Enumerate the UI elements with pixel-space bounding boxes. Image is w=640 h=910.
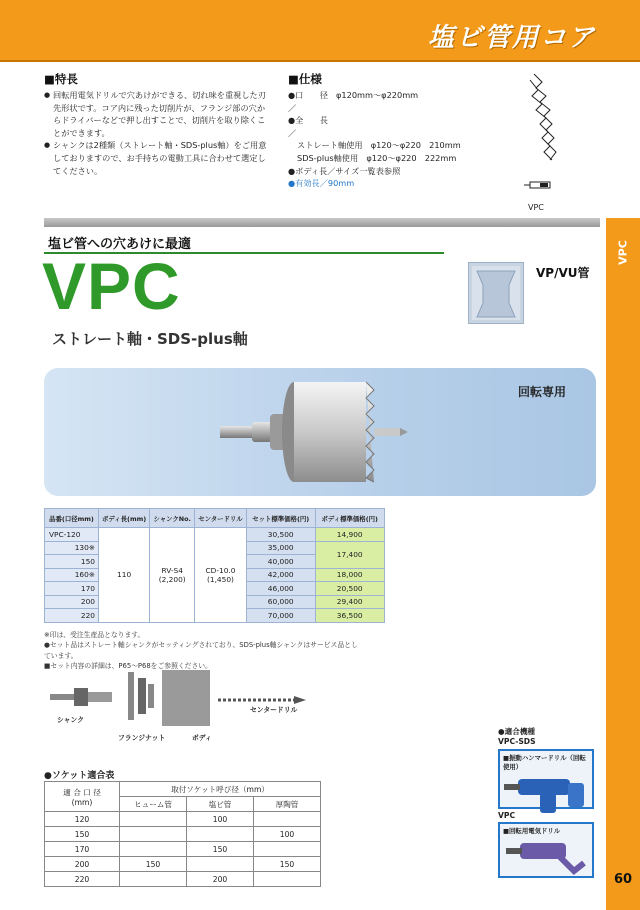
features-section <box>44 71 270 177</box>
product-subtitle: ストレート軸・SDS-plus軸 <box>52 330 248 348</box>
page-number: 60 <box>613 872 633 887</box>
table-header-row <box>45 782 321 797</box>
table-header: ヒューム管 <box>120 797 187 812</box>
table-header: 適 合 口 径 (mm) <box>45 782 120 812</box>
table-row <box>45 842 321 857</box>
compat-section <box>498 727 536 747</box>
parts-diagram <box>44 666 364 742</box>
list-item: ● 回転用電気ドリルで穴あけができる、切れ味を重視した刃先形状です。コア内に残った切削片が、フランジ部の穴からドライバーなどで押し出すことで、切削片を取り除くことができます。 <box>44 89 270 139</box>
rotation-only-label: 回転専用 <box>518 385 567 399</box>
table-cell: 150 <box>45 827 120 842</box>
page-title: 塩ビ管用コア <box>427 23 596 53</box>
table-cell: 150 <box>254 857 321 872</box>
spec-heading: ■仕様 <box>288 72 322 86</box>
compat-vpc-label: VPC <box>498 811 516 820</box>
table-header-row <box>45 509 385 528</box>
body-price-cell: 29,400 <box>315 595 384 609</box>
body-price-cell: 14,900 <box>315 528 384 542</box>
core-drill-illustration <box>44 368 596 496</box>
compat-title: ●適合機種 <box>498 727 536 736</box>
body-price-cell: 18,000 <box>315 568 384 582</box>
set-price-cell: 35,000 <box>246 541 315 555</box>
table-header: センタードリル <box>195 509 246 528</box>
body-length-cell: 110 <box>99 528 150 623</box>
product-title: VPC <box>42 249 181 323</box>
socket-table-title: ●ソケット適合表 <box>44 771 115 781</box>
table-cell: 100 <box>187 812 254 827</box>
set-price-cell: 70,000 <box>246 609 315 623</box>
spec-value: ●ボディ長／サイズ一覧表参照 <box>288 165 401 176</box>
table-cell: 150 <box>187 842 254 857</box>
spec-key: ●全 長／ <box>288 115 328 138</box>
model-cell: 150 <box>45 555 99 569</box>
side-tab-label: VPC <box>616 240 630 265</box>
spec-blue-note: ●有効長／90mm <box>288 178 355 189</box>
body-label: ボディ <box>192 734 212 742</box>
table-cell: 120 <box>45 812 120 827</box>
table-cell: 200 <box>187 872 254 887</box>
table-cell: 100 <box>254 827 321 842</box>
spec-section <box>288 71 498 190</box>
body-price-cell: 20,500 <box>315 582 384 596</box>
table-cell <box>120 842 187 857</box>
table-cell <box>254 812 321 827</box>
model-cell: 200 <box>45 595 99 609</box>
model-cell: 170 <box>45 582 99 596</box>
set-price-cell: 46,000 <box>246 582 315 596</box>
set-price-cell: 42,000 <box>246 568 315 582</box>
table-header: 品番(口径mm) <box>45 509 99 528</box>
spec-value: SDS-plus軸使用 φ120～φ220 222mm <box>297 152 457 163</box>
table-cell <box>254 842 321 857</box>
features-heading: ■特長 <box>44 72 78 86</box>
body-price-cell: 17,400 <box>315 541 384 568</box>
header-divider <box>0 60 640 62</box>
table-header: 塩ビ管 <box>187 797 254 812</box>
table-cell <box>120 812 187 827</box>
flange-label: フランジナット <box>118 734 166 742</box>
body-price-cell: 36,500 <box>315 609 384 623</box>
table-cell <box>187 827 254 842</box>
note: ■セット内容の詳細は、P65～P68をご参照ください。 <box>44 662 212 671</box>
table-header: ボディ長(mm) <box>99 509 150 528</box>
table-header: 取付ソケット呼び径（mm） <box>120 782 321 797</box>
model-cell: 160※ <box>45 568 99 582</box>
shank-part <box>50 694 76 700</box>
set-price-cell: 40,000 <box>246 555 315 569</box>
model-cell: 220 <box>45 609 99 623</box>
socket-table <box>44 781 321 887</box>
model-cell: 130※ <box>45 541 99 555</box>
table-row <box>45 827 321 842</box>
product-photo <box>44 368 596 496</box>
table-cell: 220 <box>45 872 120 887</box>
table-cell: 150 <box>120 857 187 872</box>
section-divider <box>44 218 600 227</box>
hammer-drill-icon <box>500 773 592 815</box>
shank-label: シャンク <box>57 716 84 724</box>
spec-key: ●口 径／ <box>288 90 328 113</box>
flange-part <box>128 672 134 720</box>
table-row <box>45 872 321 887</box>
spec-value: φ120mm～φ220mm <box>336 90 419 100</box>
table-header: シャンクNo. <box>150 509 195 528</box>
set-price-cell: 30,500 <box>246 528 315 542</box>
features-list <box>44 89 270 177</box>
table-cell <box>120 872 187 887</box>
table-row <box>45 812 321 827</box>
table-row <box>45 528 385 542</box>
side-tab <box>606 218 640 910</box>
rotary-drill-panel <box>498 822 594 878</box>
machine-label: ■振動ハンマードリル（回転使用） <box>503 754 586 771</box>
spec-list <box>288 89 498 190</box>
set-price-cell: 60,000 <box>246 595 315 609</box>
table-cell <box>254 872 321 887</box>
pipe-type-label: VP/VU管 <box>536 266 590 280</box>
center-drill-label: センタードリル <box>250 706 298 714</box>
table-header: ボディ標準価格(円) <box>315 509 384 528</box>
list-item: ● シャンクは2種類（ストレート軸・SDS-plus軸）をご用意しておりますので、お手持ちの電動工具に合わせて選定してください。 <box>44 139 270 177</box>
hammer-drill-panel <box>498 749 594 809</box>
spec-value: ストレート軸使用 φ120～φ220 210mm <box>297 140 461 151</box>
table-header: セット標準価格(円) <box>246 509 315 528</box>
note: ※印は、受注生産品となります。 <box>44 631 145 639</box>
center-drill-cell: CD-10.0 (1,450) <box>195 528 246 623</box>
table-header: 厚陶管 <box>254 797 321 812</box>
rotary-drill-icon <box>500 837 592 877</box>
pipe-icon <box>468 262 524 324</box>
table-cell: 170 <box>45 842 120 857</box>
tagline: 塩ビ管への穴あけに最適 <box>48 237 192 252</box>
product-table <box>44 508 385 623</box>
cutter-profile-drawing <box>512 70 572 202</box>
compat-sds-label: VPC-SDS <box>498 737 536 746</box>
shank-cell: RV-S4 (2,200) <box>150 528 195 623</box>
table-row <box>45 857 321 872</box>
pipe-icon-graphic <box>469 263 523 323</box>
body-part <box>162 670 210 726</box>
table-cell <box>187 857 254 872</box>
drawing-label: VPC <box>528 203 544 212</box>
table-cell: 200 <box>45 857 120 872</box>
note: ●セット品はストレート軸シャンクがセッティングされており、SDS-plus軸シャンクはサービス品としています。 <box>44 641 358 660</box>
table-cell <box>120 827 187 842</box>
machine-label: ■回転用電気ドリル <box>503 827 561 835</box>
model-cell: VPC-120 <box>45 528 99 542</box>
